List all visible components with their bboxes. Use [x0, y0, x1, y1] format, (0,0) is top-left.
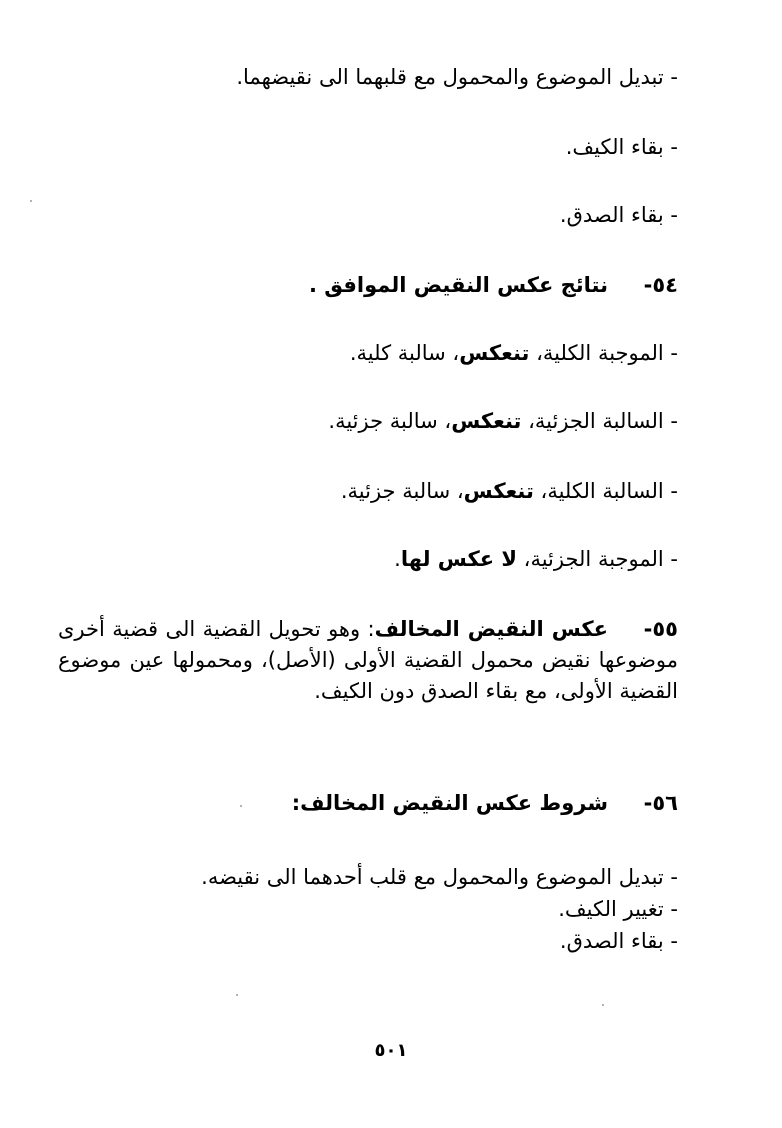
section-54-heading [309, 270, 678, 300]
result-line-2 [328, 406, 678, 436]
section-56-number: ٥٦- [643, 791, 678, 815]
result-line-1 [350, 338, 678, 368]
section-55-number: ٥٥- [643, 617, 678, 641]
page-number: ٥٠١ [374, 1040, 408, 1061]
section-54-title: نتائج عكس النقيض الموافق . [308, 273, 608, 297]
result-prefix: - السالبة الكلية، [533, 479, 678, 503]
scan-speck [236, 994, 238, 996]
result-line-3 [341, 476, 678, 506]
scan-speck [30, 200, 32, 202]
result-prefix: - الموجبة الكلية، [529, 341, 678, 365]
scan-speck [602, 1004, 604, 1006]
result-suffix: ، سالبة جزئية. [340, 479, 464, 503]
condition-line-keep-quality: - بقاء الكيف. [565, 135, 678, 159]
result-verdict: تنعكس [451, 409, 522, 433]
section-54-number: ٥٤- [643, 273, 678, 297]
scan-speck [240, 805, 242, 807]
condition-list-item-1: - تبديل الموضوع والمحمول مع قلب أحدهما الى نقيضه. [201, 865, 678, 889]
result-prefix: - السالبة الجزئية، [521, 409, 678, 433]
result-verdict: تنعكس [459, 341, 530, 365]
result-line-4 [394, 544, 678, 574]
result-suffix: ، سالبة كلية. [349, 341, 460, 365]
condition-list-item-2: - تغيير الكيف. [558, 897, 678, 921]
section-55-paragraph [58, 614, 678, 707]
section-56-heading [292, 788, 678, 818]
condition-line-keep-truth: - بقاء الصدق. [559, 203, 678, 227]
result-suffix: . [394, 547, 401, 571]
section-55-definition: : وهو تحويل القضية الى قضية أخرى موضوعها نقيض محمول القضية الأولى (الأصل)، ومحمولها عين موضوع القضية الأولى، مع بقاء الصدق دون الكيف. [58, 617, 678, 703]
result-suffix: ، سالبة جزئية. [328, 409, 452, 433]
result-verdict: لا عكس لها [400, 547, 517, 571]
section-56-title: شروط عكس النقيض المخالف: [291, 791, 608, 815]
result-verdict: تنعكس [463, 479, 534, 503]
section-55-term: عكس النقيض المخالف [374, 617, 608, 641]
result-prefix: - الموجبة الجزئية، [517, 547, 678, 571]
condition-list-item-3: - بقاء الصدق. [559, 929, 678, 953]
condition-line-swap-negate-both: - تبديل الموضوع والمحمول مع قلبهما الى نقيضهما. [236, 65, 678, 89]
